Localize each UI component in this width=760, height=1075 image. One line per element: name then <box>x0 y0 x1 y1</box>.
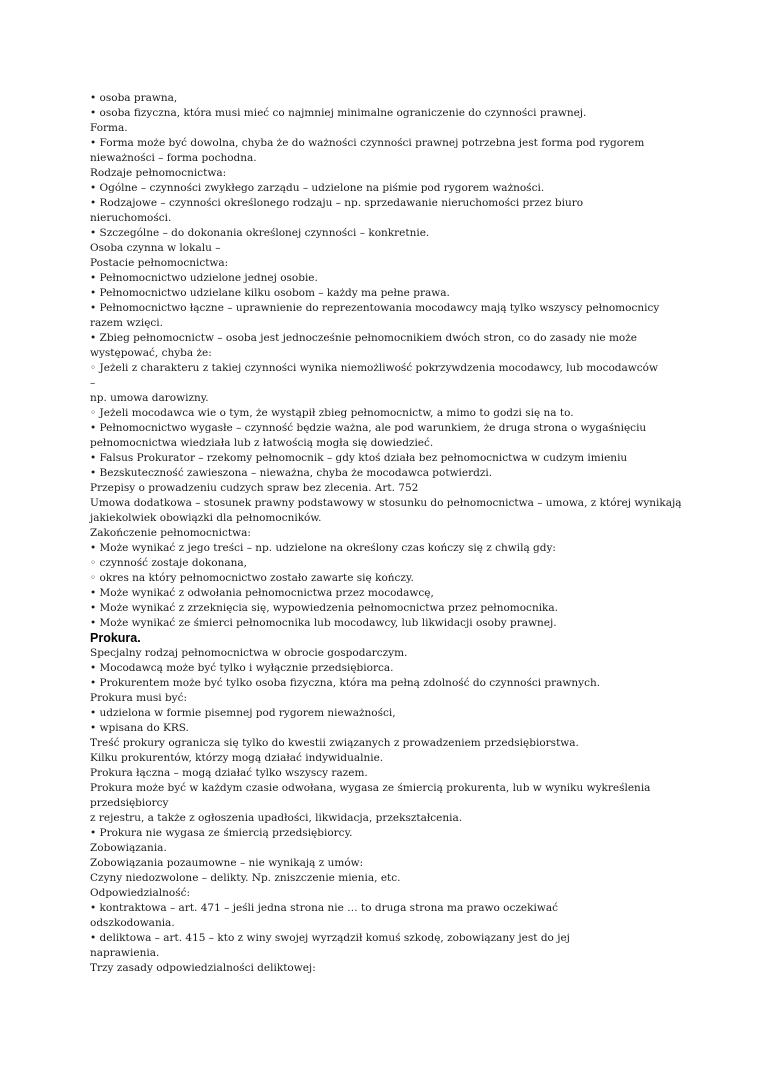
text-line: • Może wynikać ze śmierci pełnomocnika lub mocodawcy, lub likwidacji osoby prawnej. <box>90 617 557 629</box>
text-line: • Może wynikać z zrzeknięcia się, wypowiedzenia pełnomocnictwa przez pełnomocnika. <box>90 602 559 614</box>
text-line: • Zbieg pełnomocnictw – osoba jest jednocześnie pełnomocnikiem dwóch stron, co do zasady nie może <box>90 332 637 344</box>
text-line: Zobowiązania pozaumowne – nie wynikają z umów: <box>90 857 364 869</box>
text-line: np. umowa darowizny. <box>90 392 209 404</box>
text-line: Specjalny rodzaj pełnomocnictwa w obrocie gospodarczym. <box>90 647 408 659</box>
text-line: Umowa dodatkowa – stosunek prawny podstawowy w stosunku do pełnomocnictwa – umowa, z której wynikają <box>90 497 682 509</box>
text-line: nieważności – forma pochodna. <box>90 152 257 164</box>
text-line: • Falsus Prokurator – rzekomy pełnomocnik – gdy ktoś działa bez pełnomocnictwa w cudzym imieniu <box>90 452 628 464</box>
text-line: Trzy zasady odpowiedzialności deliktowej: <box>90 962 316 974</box>
text-line: odszkodowania. <box>90 917 175 929</box>
text-line: • Rodzajowe – czynności określonego rodzaju – np. sprzedawanie nieruchomości przez biuro <box>90 197 584 209</box>
text-line: • Bezskuteczność zawieszona – nieważna, chyba że mocodawca potwierdzi. <box>90 467 493 479</box>
text-line: • Może wynikać z jego treści – np. udzielone na określony czas kończy się z chwilą gdy: <box>90 542 556 554</box>
text-line: Prokura może być w każdym czasie odwołana, wygasa ze śmiercią prokurenta, lub w wyniku wykreślenia <box>90 782 651 794</box>
text-line: • Pełnomocnictwo wygasłe – czynność będzie ważna, ale pod warunkiem, że druga strona o wygaśnięciu <box>90 422 647 434</box>
text-line: z rejestru, a także z ogłoszenia upadłości, likwidacja, przekształcenia. <box>90 812 463 824</box>
section-heading-prokura: Prokura. <box>90 631 141 645</box>
text-line: • osoba fizyczna, która musi mieć co najmniej minimalne ograniczenie do czynności prawnej. <box>90 107 587 119</box>
text-line: • udzielona w formie pisemnej pod rygorem nieważności, <box>90 707 396 719</box>
text-line: – <box>90 377 96 389</box>
text-line: Forma. <box>90 122 128 134</box>
text-line: Treść prokury ogranicza się tylko do kwestii związanych z prowadzeniem przedsiębiorstwa. <box>90 737 579 749</box>
text-line: Odpowiedzialność: <box>90 887 191 899</box>
text-line: • deliktowa – art. 415 – kto z winy swojej wyrządził komuś szkodę, zobowiązany jest do jej <box>90 932 570 944</box>
text-line: • Prokura nie wygasa ze śmiercią przedsiębiorcy. <box>90 827 353 839</box>
text-line: Zobowiązania. <box>90 842 167 854</box>
text-line: • Mocodawcą może być tylko i wyłącznie przedsiębiorca. <box>90 662 394 674</box>
text-line: przedsiębiorcy <box>90 797 169 809</box>
text-line: Osoba czynna w lokalu – <box>90 242 221 254</box>
text-line: • Prokurentem może być tylko osoba fizyczna, która ma pełną zdolność do czynności prawnych. <box>90 677 601 689</box>
text-line: • Forma może być dowolna, chyba że do ważności czynności prawnej potrzebna jest forma pod rygorem <box>90 137 645 149</box>
document-body <box>90 91 680 976</box>
text-line: • Może wynikać z odwołania pełnomocnictwa przez mocodawcę, <box>90 587 434 599</box>
text-line: występować, chyba że: <box>90 347 212 359</box>
text-line: • kontraktowa – art. 471 – jeśli jedna strona nie … to druga strona ma prawo oczekiwać <box>90 902 558 914</box>
text-line: jakiekolwiek obowiązki dla pełnomocników. <box>90 512 322 524</box>
text-line: Prokura musi być: <box>90 692 188 704</box>
text-line: Zakończenie pełnomocnictwa: <box>90 527 251 539</box>
text-line: razem wzięci. <box>90 317 163 329</box>
text-line: • Szczególne – do dokonania określonej czynności – konkretnie. <box>90 227 430 239</box>
text-line: Kilku prokurentów, którzy mogą działać indywidualnie. <box>90 752 384 764</box>
text-line: • Pełnomocnictwo łączne – uprawnienie do reprezentowania mocodawcy mają tylko wszyscy pełnomocnicy <box>90 302 660 314</box>
text-line: nieruchomości. <box>90 212 172 224</box>
text-line: ◦ okres na który pełnomocnictwo zostało zawarte się kończy. <box>90 572 414 584</box>
text-line: • Ogólne – czynności zwykłego zarządu – udzielone na piśmie pod rygorem ważności. <box>90 182 545 194</box>
text-line: Prokura łączna – mogą działać tylko wszyscy razem. <box>90 767 368 779</box>
text-line: Przepisy o prowadzeniu cudzych spraw bez zlecenia. Art. 752 <box>90 482 419 494</box>
text-line: Postacie pełnomocnictwa: <box>90 257 229 269</box>
text-line: • osoba prawna, <box>90 92 178 104</box>
text-line: ◦ Jeżeli mocodawca wie o tym, że wystąpił zbieg pełnomocnictw, a mimo to godzi się na to. <box>90 407 574 419</box>
text-line: • wpisana do KRS. <box>90 722 189 734</box>
text-line: ◦ czynność zostaje dokonana, <box>90 557 247 569</box>
text-line: Czyny niedozwolone – delikty. Np. zniszczenie mienia, etc. <box>90 872 401 884</box>
text-line: ◦ Jeżeli z charakteru z takiej czynności wynika niemożliwość pokrzywdzenia mocodawcy, lub mocodawców <box>90 362 658 374</box>
text-line: Rodzaje pełnomocnictwa: <box>90 167 227 179</box>
text-line: • Pełnomocnictwo udzielone jednej osobie. <box>90 272 318 284</box>
text-line: • Pełnomocnictwo udzielane kilku osobom – każdy ma pełne prawa. <box>90 287 450 299</box>
text-line: naprawienia. <box>90 947 160 959</box>
text-line: pełnomocnictwa wiedziała lub z łatwością mogła się dowiedzieć. <box>90 437 434 449</box>
